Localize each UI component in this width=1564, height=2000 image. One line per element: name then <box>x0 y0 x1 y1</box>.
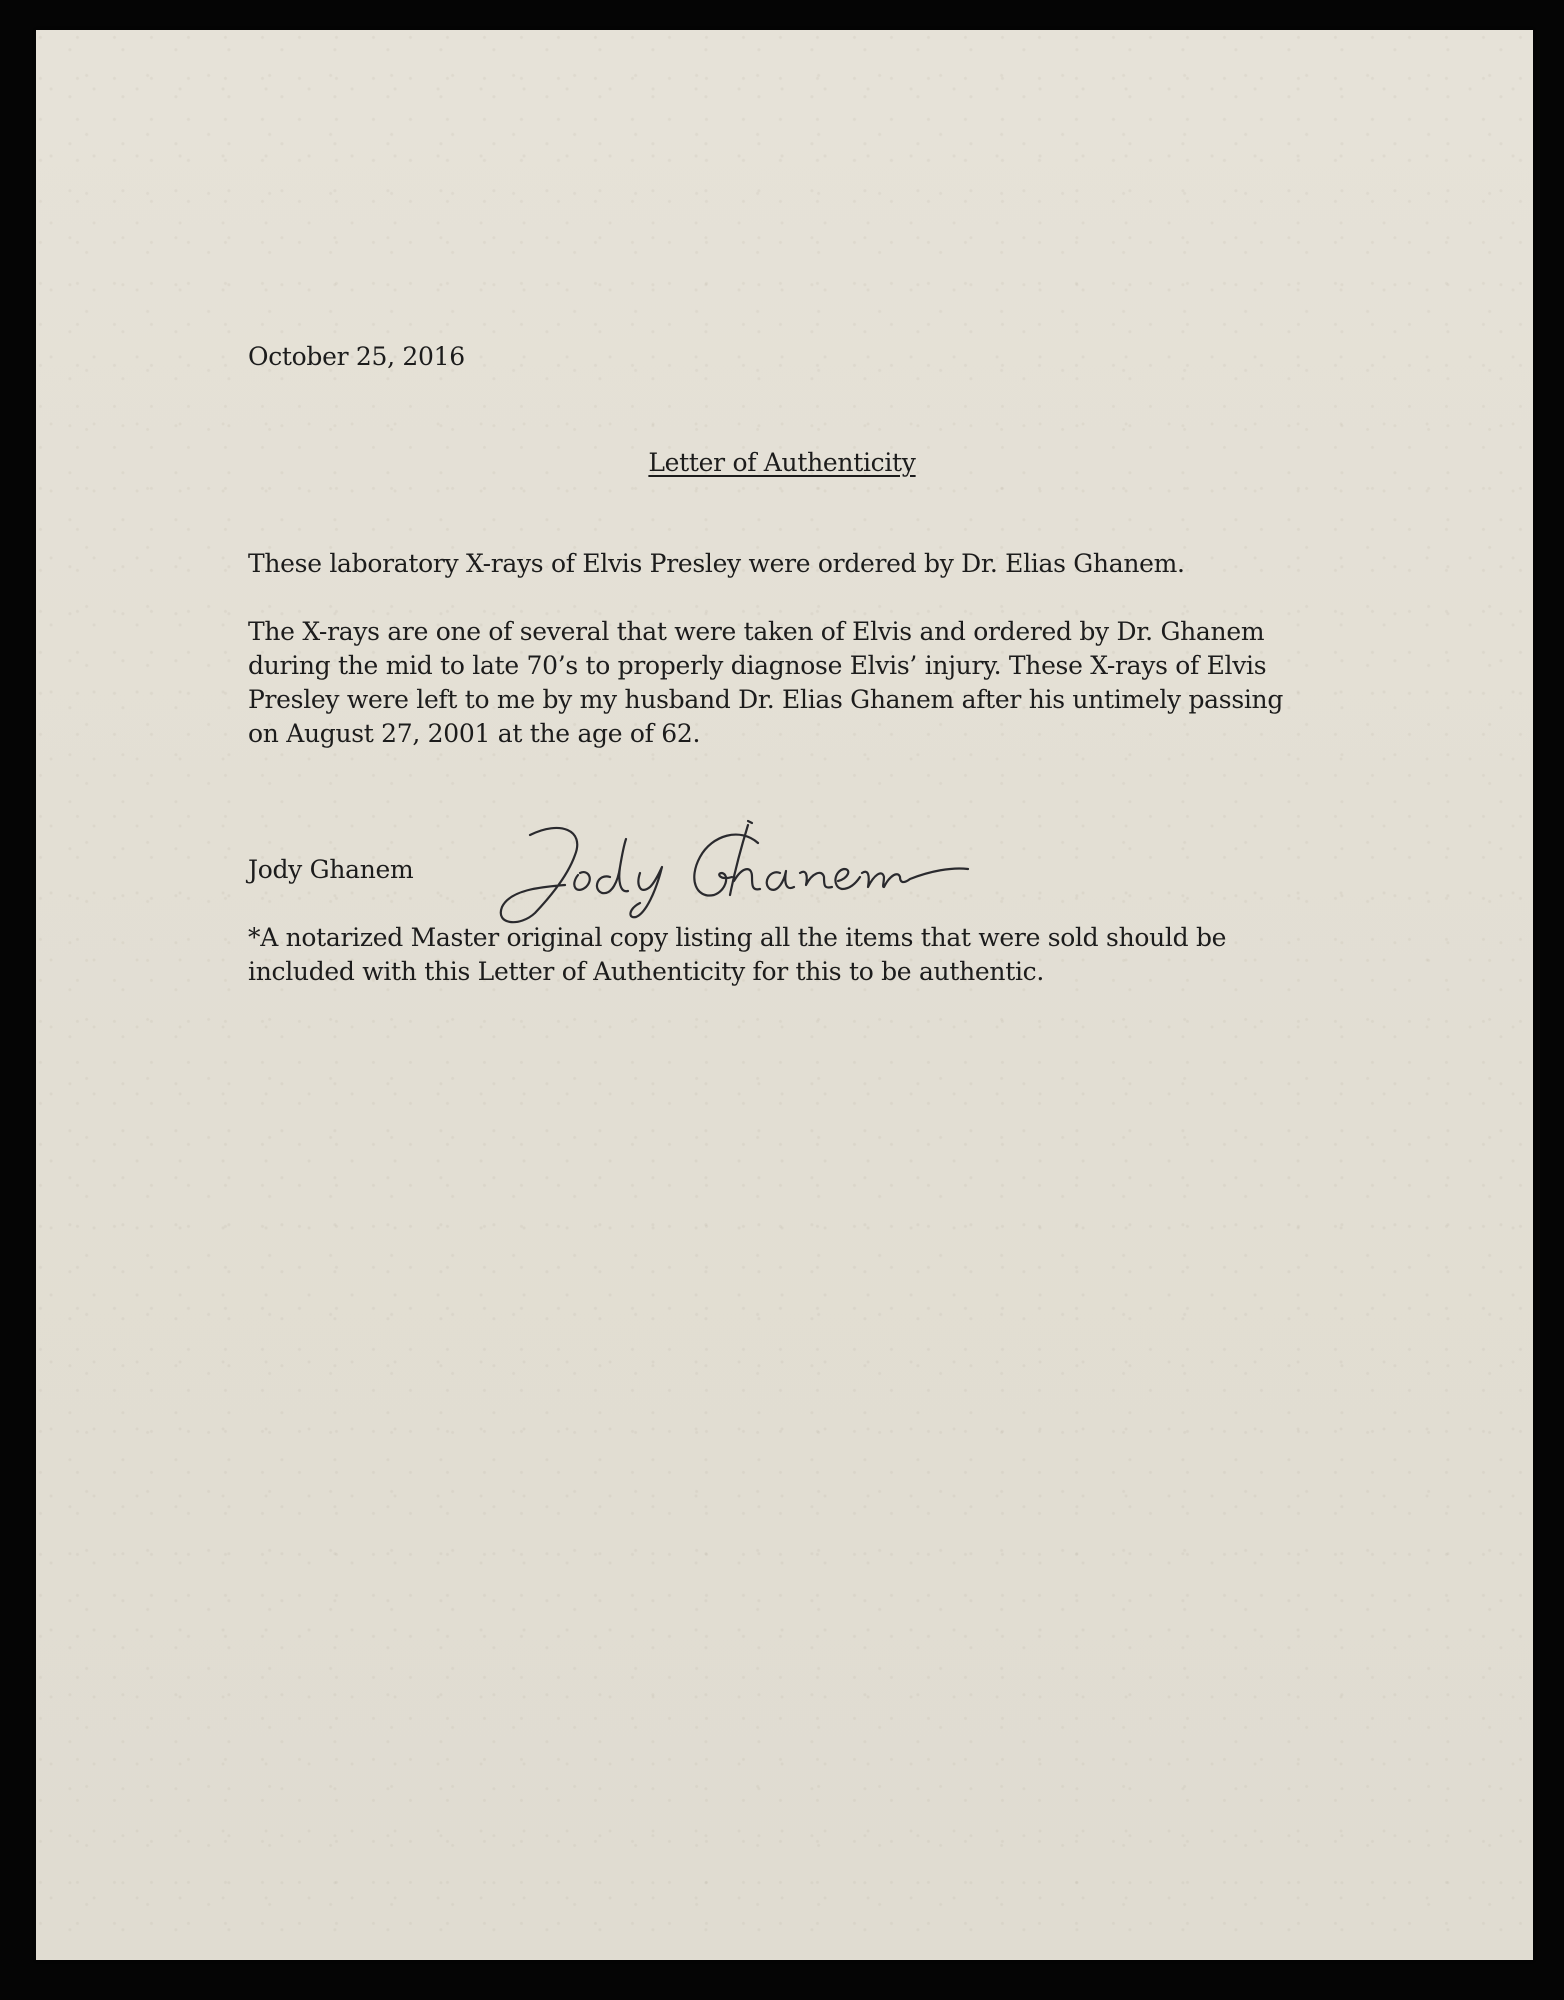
letter-paper <box>36 30 1533 1960</box>
letter-date: October 25, 2016 <box>248 342 465 371</box>
handwritten-signature <box>490 815 975 930</box>
letter-title-text: Letter of Authenticity <box>648 448 916 477</box>
letter-title <box>0 446 1564 480</box>
signer-name: Jody Ghanem <box>248 855 414 884</box>
paragraph-ordering: These laboratory X-rays of Elvis Presley were ordered by Dr. Elias Ghanem. <box>248 549 1185 578</box>
paragraph-provenance: The X-rays are one of several that were taken of Elvis and ordered by Dr. Ghanem during the mid to late 70’s to properly diagnose Elvis’ injury. These X-rays of Elvis Presley were left to me by my husband Dr. Elias Ghanem after his untimely passing on August 27, 2001 at the age of 62. <box>248 617 1284 748</box>
authenticity-note: *A notarized Master original copy listing all the items that were sold should be included with this Letter of Authenticity for this to be authentic. <box>248 923 1227 986</box>
